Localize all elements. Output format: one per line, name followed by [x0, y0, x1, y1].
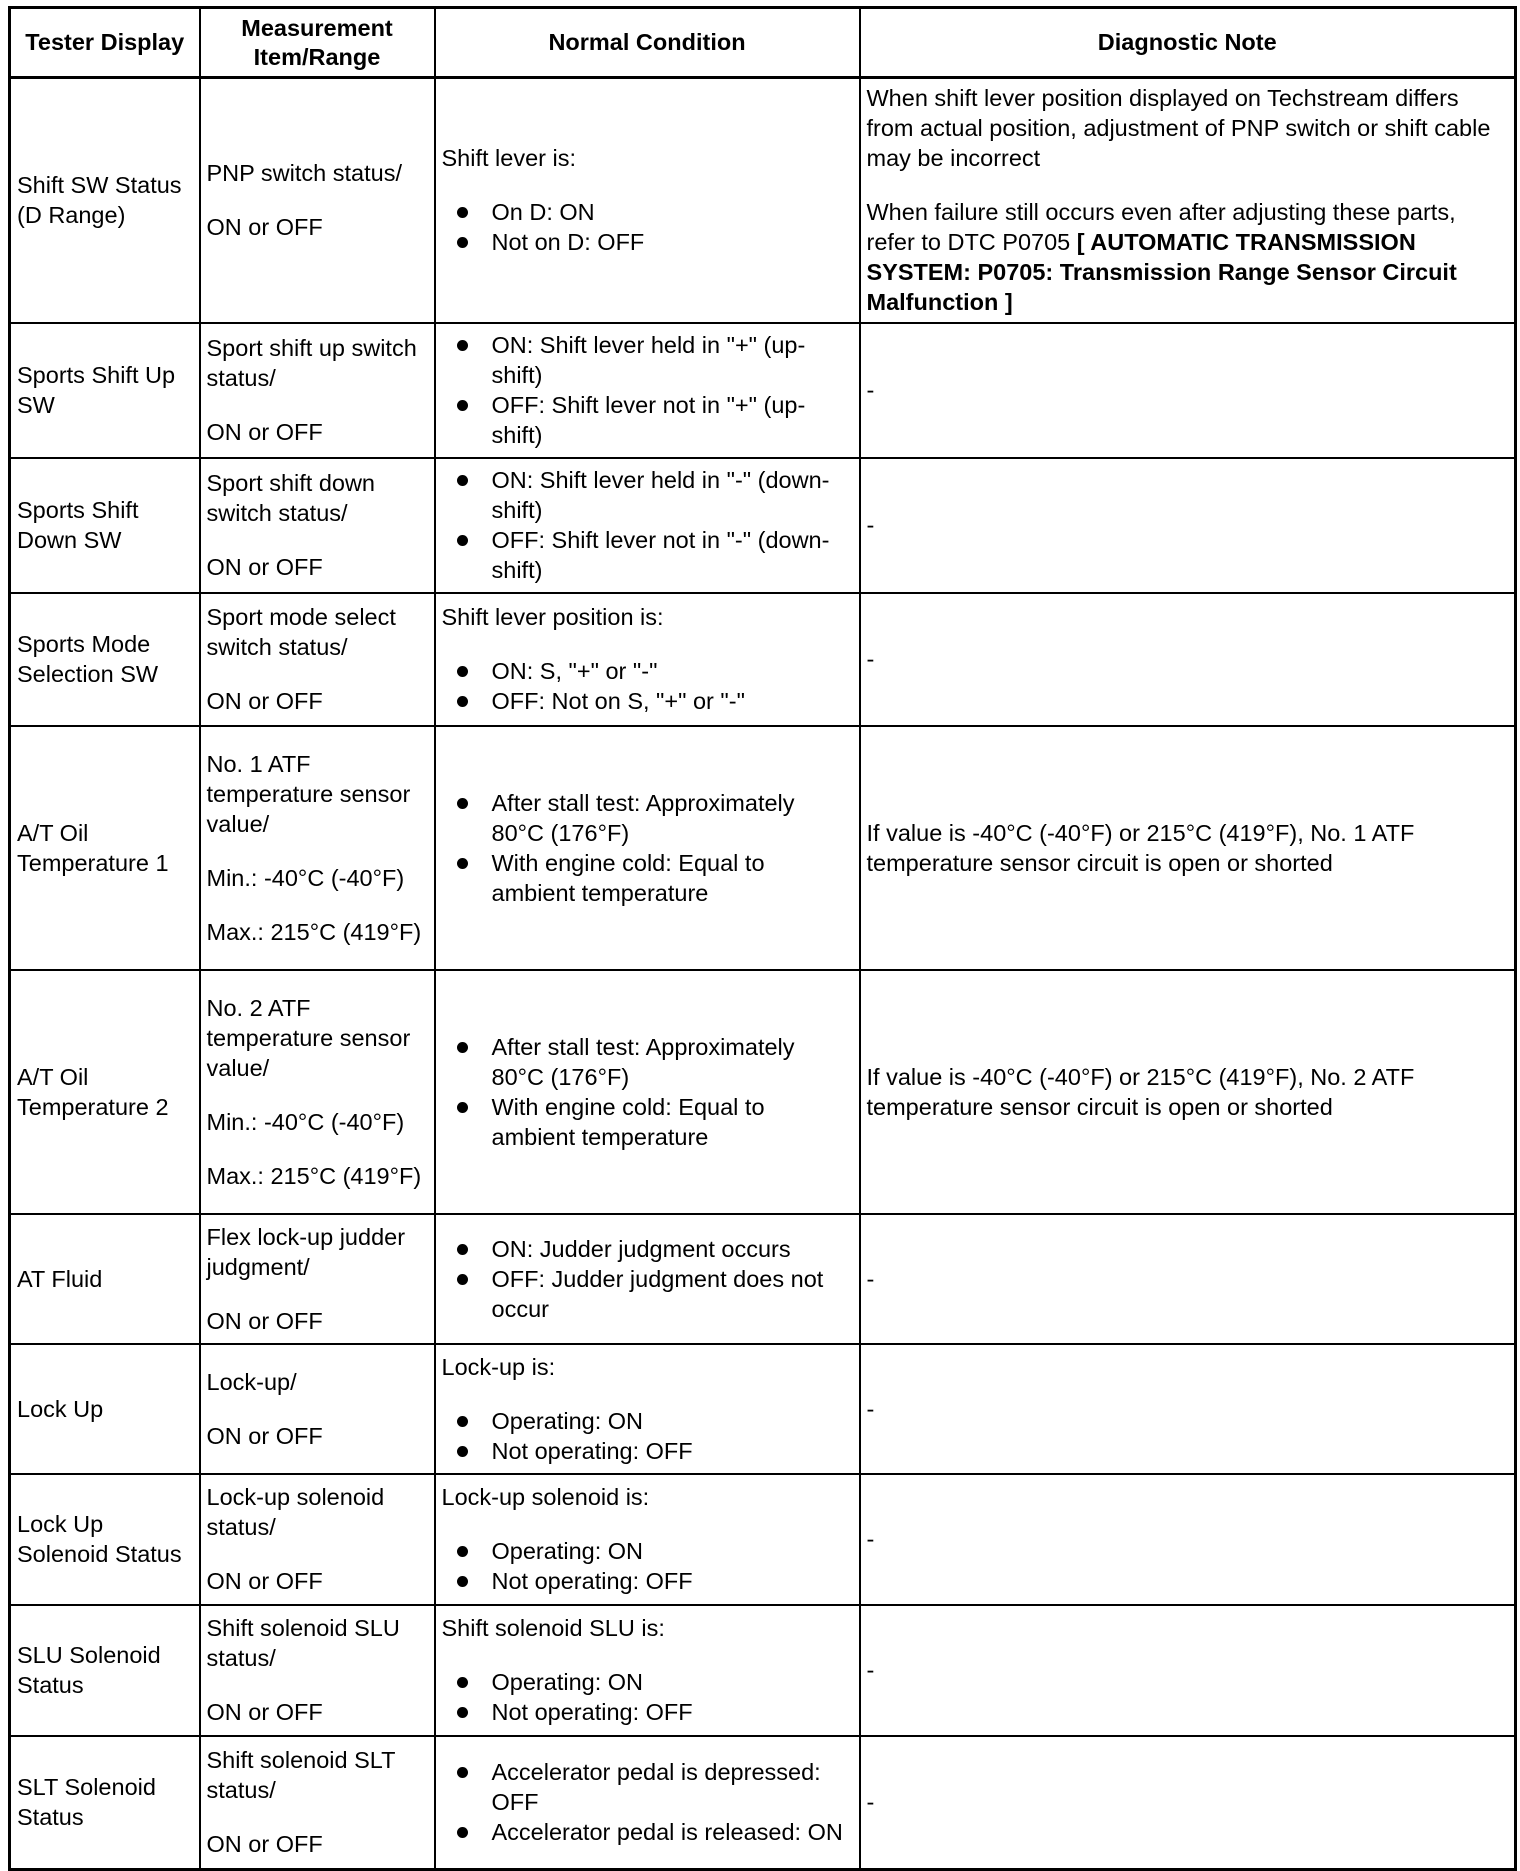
measurement-item-cell [200, 593, 435, 726]
condition-item: OFF: Shift lever not in "-" (down-shift) [442, 525, 853, 585]
normal-condition-cell [435, 970, 860, 1214]
diagnostic-note-cell: - [860, 1344, 1516, 1474]
table-row [10, 970, 1516, 1214]
item-text: Lock-up/ [206, 1368, 297, 1395]
max-text: Max.: 215°C (419°F) [206, 1162, 422, 1189]
max-text: Max.: 215°C (419°F) [206, 918, 422, 945]
condition-item: Not operating: OFF [442, 1697, 853, 1727]
item-text: No. 1 ATF temperature sensor value/ [206, 750, 411, 837]
condition-list [442, 1406, 853, 1466]
measurement-item-cell [200, 970, 435, 1214]
condition-list [442, 656, 853, 716]
condition-item: OFF: Shift lever not in "+" (up-shift) [442, 390, 853, 450]
normal-condition-cell [435, 78, 860, 323]
condition-item: Operating: ON [442, 1536, 853, 1566]
tester-display-cell: Sports Shift Up SW [10, 323, 200, 458]
measurement-item-cell [200, 1214, 435, 1344]
item-text: Flex lock-up judder judgment/ [206, 1223, 406, 1280]
condition-list [442, 1667, 853, 1727]
diagnostic-data-table-container [8, 6, 1517, 1871]
condition-item: Not operating: OFF [442, 1566, 853, 1596]
normal-condition-cell [435, 1474, 860, 1605]
item-text: Sport shift down switch status/ [206, 470, 376, 526]
normal-condition-cell [435, 323, 860, 458]
measurement-item-cell [200, 1605, 435, 1736]
diagnostic-note-cell: - [860, 1214, 1516, 1344]
measurement-item-cell [200, 726, 435, 970]
header-normal-condition: Normal Condition [435, 8, 860, 78]
table-row [10, 593, 1516, 726]
table-row [10, 78, 1516, 323]
condition-list [442, 330, 853, 450]
table-row [10, 1605, 1516, 1736]
tester-display-cell: A/T Oil Temperature 2 [10, 970, 200, 1214]
min-text: Min.: -40°C (-40°F) [206, 864, 405, 891]
item-text: Sport shift up switch status/ [206, 335, 417, 391]
table-row [10, 458, 1516, 593]
measurement-item-cell [200, 1736, 435, 1870]
condition-list [442, 1757, 853, 1847]
min-text: Min.: -40°C (-40°F) [206, 1108, 405, 1135]
item-text: No. 2 ATF temperature sensor value/ [206, 994, 411, 1081]
note-paragraph [867, 197, 1509, 317]
measurement-item-cell [200, 458, 435, 593]
condition-item: Not operating: OFF [442, 1436, 853, 1466]
range-text: ON or OFF [206, 1422, 323, 1449]
tester-display-cell: Shift SW Status (D Range) [10, 78, 200, 323]
condition-item: Accelerator pedal is released: ON [442, 1817, 853, 1847]
condition-item: With engine cold: Equal to ambient temperature [442, 848, 853, 908]
diagnostic-note-cell: If value is -40°C (-40°F) or 215°C (419°F), No. 1 ATF temperature sensor circuit is open or shorted [860, 726, 1516, 970]
condition-intro: Shift lever is: [441, 145, 577, 172]
tester-display-cell: Lock Up Solenoid Status [10, 1474, 200, 1605]
diagnostic-note-cell: - [860, 1736, 1516, 1870]
condition-item: ON: Shift lever held in "-" (down-shift) [442, 465, 853, 525]
table-row [10, 726, 1516, 970]
condition-item: After stall test: Approximately 80°C (176°F) [442, 1032, 853, 1092]
tester-display-cell: A/T Oil Temperature 1 [10, 726, 200, 970]
normal-condition-cell [435, 1736, 860, 1870]
range-text: ON or OFF [206, 554, 323, 580]
normal-condition-cell [435, 593, 860, 726]
condition-intro: Lock-up solenoid is: [441, 1484, 650, 1510]
range-text: ON or OFF [206, 214, 323, 241]
condition-list [442, 1536, 853, 1596]
range-text: ON or OFF [206, 1699, 323, 1725]
measurement-item-cell [200, 323, 435, 458]
item-text: Shift solenoid SLU status/ [206, 1615, 400, 1671]
diagnostic-note-cell: If value is -40°C (-40°F) or 215°C (419°F), No. 2 ATF temperature sensor circuit is open or shorted [860, 970, 1516, 1214]
tester-display-cell: SLU Solenoid Status [10, 1605, 200, 1736]
normal-condition-cell [435, 458, 860, 593]
condition-item: Not on D: OFF [442, 227, 853, 257]
item-text: Shift solenoid SLT status/ [206, 1747, 396, 1804]
header-diagnostic-note: Diagnostic Note [860, 8, 1516, 78]
note-reference-link[interactable]: [ AUTOMATIC TRANSMISSION SYSTEM: P0705: Transmission Range Sensor Circuit Malfunction ] [866, 229, 1457, 315]
condition-list [442, 197, 853, 257]
condition-list [442, 788, 853, 908]
diagnostic-note-cell: - [860, 323, 1516, 458]
condition-item: Operating: ON [442, 1667, 853, 1697]
header-measurement-item: Measurement Item/Range [200, 8, 435, 78]
measurement-item-cell [200, 1474, 435, 1605]
condition-list [442, 1234, 853, 1324]
measurement-item-cell [200, 1344, 435, 1474]
range-text: ON or OFF [206, 1831, 323, 1858]
condition-intro: Shift lever position is: [441, 604, 664, 630]
diagnostic-note-cell: - [860, 1605, 1516, 1736]
normal-condition-cell [435, 1605, 860, 1736]
header-row [10, 8, 1516, 78]
diagnostic-note-cell: - [860, 593, 1516, 726]
diagnostic-note-cell [860, 78, 1516, 323]
header-tester-display: Tester Display [10, 8, 200, 78]
range-text: ON or OFF [206, 1307, 323, 1334]
tester-display-cell: SLT Solenoid Status [10, 1736, 200, 1870]
condition-item: Operating: ON [442, 1406, 853, 1436]
tester-display-cell: AT Fluid [10, 1214, 200, 1344]
condition-item: OFF: Not on S, "+" or "-" [442, 686, 853, 716]
condition-intro: Lock-up is: [441, 1353, 556, 1380]
diagnostic-note-cell: - [860, 458, 1516, 593]
range-text: ON or OFF [206, 1568, 323, 1594]
item-text: Lock-up solenoid status/ [206, 1484, 385, 1540]
condition-item: Accelerator pedal is depressed: OFF [442, 1757, 853, 1817]
item-text: Sport mode select switch status/ [206, 604, 396, 660]
table-row [10, 1736, 1516, 1870]
table-row [10, 1344, 1516, 1474]
condition-item: On D: ON [442, 197, 853, 227]
normal-condition-cell [435, 1214, 860, 1344]
note-paragraph: When shift lever position displayed on Techstream differs from actual position, adjustment of PNP switch or shift cable may be incorrect [866, 85, 1491, 171]
condition-item: ON: Judder judgment occurs [442, 1234, 853, 1264]
range-text: ON or OFF [206, 688, 323, 714]
note-text: When failure still occurs even after adjusting these parts, refer to DTC P0705 [866, 199, 1456, 255]
condition-item: ON: Shift lever held in "+" (up-shift) [442, 330, 853, 390]
measurement-item-cell [200, 78, 435, 323]
condition-list [442, 1032, 853, 1152]
range-text: ON or OFF [206, 419, 323, 445]
normal-condition-cell [435, 1344, 860, 1474]
tester-display-cell: Lock Up [10, 1344, 200, 1474]
normal-condition-cell [435, 726, 860, 970]
diagnostic-data-table [8, 6, 1517, 1871]
diagnostic-note-cell: - [860, 1474, 1516, 1605]
condition-item: ON: S, "+" or "-" [442, 656, 853, 686]
table-row [10, 323, 1516, 458]
condition-item: OFF: Judder judgment does not occur [442, 1264, 853, 1324]
condition-item: After stall test: Approximately 80°C (176°F) [442, 788, 853, 848]
tester-display-cell: Sports Shift Down SW [10, 458, 200, 593]
condition-item: With engine cold: Equal to ambient temperature [442, 1092, 853, 1152]
item-text: PNP switch status/ [206, 160, 402, 187]
table-row [10, 1214, 1516, 1344]
tester-display-cell: Sports Mode Selection SW [10, 593, 200, 726]
table-row [10, 1474, 1516, 1605]
condition-list [442, 465, 853, 585]
condition-intro: Shift solenoid SLU is: [441, 1615, 665, 1641]
